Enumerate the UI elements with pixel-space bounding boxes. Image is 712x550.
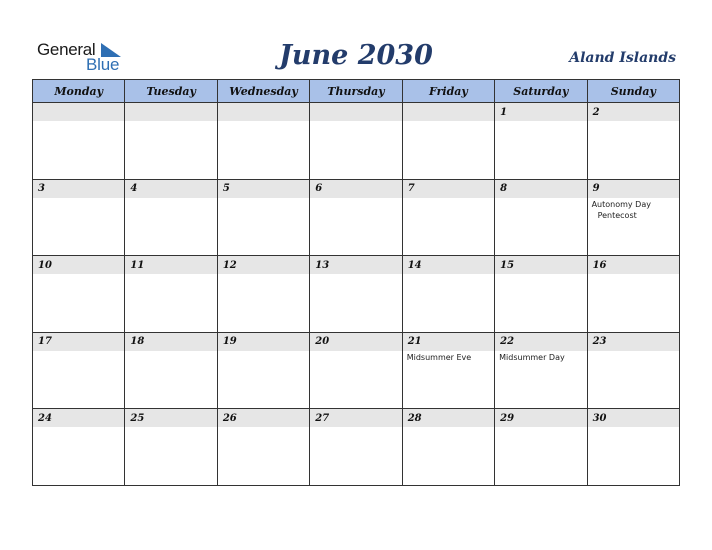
day-cell: [218, 103, 310, 180]
holiday-event: Midsummer Day: [499, 352, 565, 362]
day-cell: [495, 333, 587, 410]
date-bar: [218, 409, 309, 427]
date-bar: [588, 103, 679, 121]
day-cell: [310, 180, 402, 257]
day-cell: [310, 333, 402, 410]
date-bar: [403, 180, 494, 198]
day-cell: [33, 333, 125, 410]
logo-text-blue: Blue: [86, 55, 120, 74]
date-bar: [588, 256, 679, 274]
day-cell: [588, 256, 680, 333]
day-cell: [310, 256, 402, 333]
day-number: 20: [315, 336, 330, 348]
date-bar: [125, 256, 216, 274]
date-bar: [33, 256, 124, 274]
day-cell: [403, 409, 495, 486]
calendar-grid: [32, 79, 680, 486]
day-cell: [125, 256, 217, 333]
day-cell: [125, 409, 217, 486]
day-number: 11: [130, 259, 145, 271]
holiday-event: Pentecost: [597, 210, 637, 220]
day-cell: [33, 409, 125, 486]
day-cell: [495, 409, 587, 486]
date-bar: [403, 333, 494, 351]
day-cell: [588, 180, 680, 257]
date-bar: [495, 180, 586, 198]
date-bar: [495, 256, 586, 274]
day-number: 16: [592, 259, 607, 271]
weekday-header: Friday: [403, 80, 495, 103]
day-cell: [125, 103, 217, 180]
day-number: 7: [407, 183, 415, 195]
weekday-header: Thursday: [310, 80, 402, 103]
date-bar: [310, 409, 401, 427]
day-cell: [495, 256, 587, 333]
day-number: 9: [592, 183, 600, 195]
logo-text-general: General: [37, 40, 96, 59]
day-number: 6: [315, 183, 323, 195]
day-number: 3: [38, 183, 45, 195]
day-cell: [125, 333, 217, 410]
day-number: 1: [500, 106, 508, 118]
date-bar: [218, 333, 309, 351]
date-bar: [125, 103, 216, 121]
day-number: 14: [407, 259, 422, 271]
weekday-header: Tuesday: [125, 80, 217, 103]
date-bar: [403, 103, 494, 121]
date-bar: [125, 180, 216, 198]
day-number: 12: [222, 259, 237, 271]
date-bar: [218, 180, 309, 198]
weekday-header: Sunday: [588, 80, 680, 103]
day-number: 26: [222, 412, 237, 424]
date-bar: [310, 180, 401, 198]
day-number: 17: [38, 336, 52, 348]
day-number: 4: [130, 183, 138, 195]
day-number: 10: [38, 259, 52, 271]
date-bar: [310, 333, 401, 351]
day-cell: [310, 103, 402, 180]
date-bar: [403, 256, 494, 274]
day-number: 18: [130, 336, 145, 348]
day-cell: [495, 103, 587, 180]
day-cell: [218, 256, 310, 333]
day-number: 23: [592, 336, 607, 348]
day-cell: [33, 180, 125, 257]
date-bar: [33, 409, 124, 427]
date-bar: [218, 103, 309, 121]
date-bar: [588, 333, 679, 351]
day-number: 13: [315, 259, 330, 271]
day-number: 30: [592, 412, 607, 424]
day-cell: [310, 409, 402, 486]
calendar-title: June 2030: [279, 40, 433, 71]
day-cell: [403, 256, 495, 333]
day-cell: [218, 409, 310, 486]
day-cell: [403, 180, 495, 257]
day-number: 15: [500, 259, 515, 271]
day-number: 19: [222, 336, 237, 348]
day-cell: [588, 103, 680, 180]
day-cell: [403, 333, 495, 410]
day-number: 8: [500, 183, 508, 195]
day-cell: [588, 409, 680, 486]
day-cell: [33, 256, 125, 333]
day-number: 2: [592, 106, 600, 118]
date-bar: [495, 409, 586, 427]
weekday-header: Wednesday: [218, 80, 310, 103]
region-name: Aland Islands: [569, 50, 676, 66]
weekday-header: Saturday: [495, 80, 587, 103]
date-bar: [588, 409, 679, 427]
date-bar: [403, 409, 494, 427]
date-bar: [310, 103, 401, 121]
day-cell: [218, 180, 310, 257]
day-number: 24: [38, 412, 52, 424]
day-number: 29: [500, 412, 515, 424]
date-bar: [588, 180, 679, 198]
day-number: 21: [407, 336, 422, 348]
date-bar: [495, 103, 586, 121]
date-bar: [33, 333, 124, 351]
day-cell: [33, 103, 125, 180]
day-number: 27: [315, 412, 330, 424]
date-bar: [218, 256, 309, 274]
date-bar: [125, 333, 216, 351]
day-number: 22: [500, 336, 515, 348]
day-cell: [588, 333, 680, 410]
day-cell: [495, 180, 587, 257]
date-bar: [495, 333, 586, 351]
date-bar: [33, 103, 124, 121]
date-bar: [125, 409, 216, 427]
holiday-event: Midsummer Eve: [406, 352, 472, 362]
holiday-event: Autonomy Day: [591, 199, 651, 209]
day-number: 25: [130, 412, 145, 424]
date-bar: [33, 180, 124, 198]
day-number: 28: [407, 412, 422, 424]
day-cell: [218, 333, 310, 410]
day-cell: [125, 180, 217, 257]
day-number: 5: [222, 183, 230, 195]
weekday-header: Monday: [33, 80, 125, 103]
day-cell: [403, 103, 495, 180]
date-bar: [310, 256, 401, 274]
